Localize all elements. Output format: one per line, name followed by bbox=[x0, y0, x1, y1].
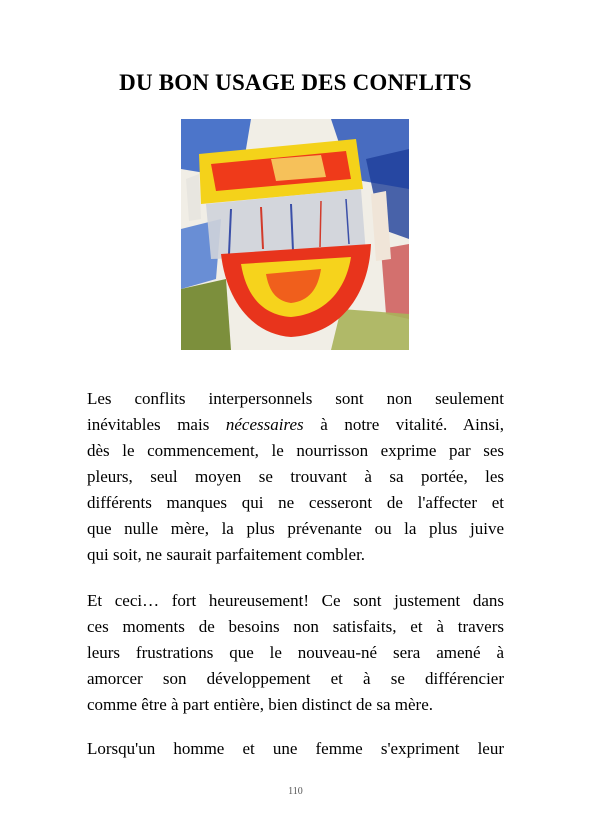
paragraph-line: leurs frustrations que le nouveau-né sera amené à bbox=[87, 643, 504, 662]
paragraph-line: dès le commencement, le nourrisson exprime par ses bbox=[87, 441, 504, 460]
paragraph-line: que nulle mère, la plus prévenante ou la plus juive bbox=[87, 519, 504, 538]
page-title: DU BON USAGE DES CONFLITS bbox=[119, 70, 472, 95]
paragraph-line: Les conflits interpersonnels sont non seulement bbox=[87, 389, 504, 408]
paragraph-line: amorcer son développement et à se différencier bbox=[87, 669, 504, 688]
painting-svg bbox=[181, 119, 409, 350]
emphasized-word: nécessaires bbox=[225, 415, 304, 434]
paragraph-line: ces moments de besoins non satisfaits, et à travers bbox=[87, 617, 504, 636]
page-number: 110 bbox=[288, 786, 303, 797]
text-run: inévitables mais bbox=[87, 415, 226, 434]
paragraph-line bbox=[87, 412, 504, 438]
paragraph-2 bbox=[87, 588, 504, 718]
paragraph-line: différents manques qui ne cesseront de l'affecter et bbox=[87, 493, 504, 512]
paragraph-1 bbox=[87, 386, 504, 568]
paragraph-line: Et ceci… fort heureusement! Ce sont justement dans bbox=[87, 591, 504, 610]
paragraph-line: pleurs, seul moyen se trouvant à sa portée, les bbox=[87, 467, 504, 486]
text-run: à notre vitalité. Ainsi, bbox=[303, 415, 504, 434]
paragraph-line: qui soit, ne saurait parfaitement combler. bbox=[87, 545, 366, 564]
paragraph-line: comme être à part entière, bien distinct de sa mère. bbox=[87, 695, 433, 714]
paragraph-line: Lorsqu'un homme et une femme s'expriment leur bbox=[87, 739, 504, 758]
abstract-painting-illustration bbox=[181, 119, 409, 350]
paragraph-3 bbox=[87, 736, 504, 762]
